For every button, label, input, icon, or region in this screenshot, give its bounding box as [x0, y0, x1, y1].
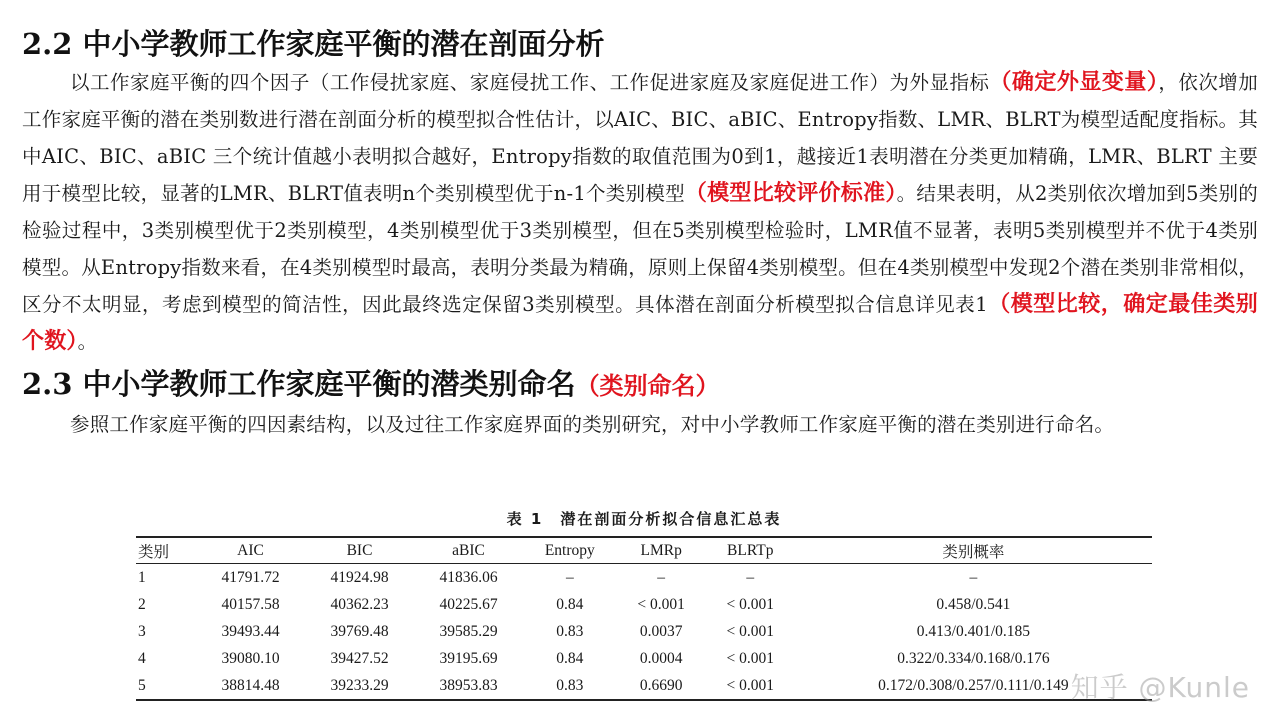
table-row	[136, 645, 1152, 672]
table-cell: 39233.29	[330, 676, 389, 694]
document-page	[22, 24, 1258, 443]
table-row	[136, 672, 1152, 700]
table-cell: < 0.001	[726, 622, 774, 640]
table-cell: 0.322/0.334/0.168/0.176	[897, 649, 1050, 667]
para-text-3: 。结果表明，从2类别依次增加到5类别的检验过程中，3类别模型优于2类别模型，4类别模型优于3类别模型，但在5类别模型检验时，LMR值不显著，表明5类别模型并不优于4类别模型。从Entropy指数来看，在4类别模型时最高，表明分类最为精确，原则上保留4类别模型。但在4类别模型中发现2个潜在类别非常相似，区分不太明显，考虑到模型的简洁性，因此最终选定保留3类别模型。具体潜在剖面分析模型拟合信息详见表1	[22, 182, 1258, 316]
table-cell: 0.6690	[639, 676, 683, 694]
table-cell: 38953.83	[439, 676, 498, 694]
table-cell: 39427.52	[330, 649, 389, 667]
annotation-comparison-criteria: （模型比较评价标准）	[684, 180, 897, 206]
table-cell: 0.0037	[639, 622, 683, 640]
table-cell: –	[565, 568, 574, 586]
col-header-class: 类别	[138, 543, 170, 561]
annotation-class-naming: （类别命名）	[575, 371, 720, 400]
table-cell: 0.0004	[639, 649, 683, 667]
para-text-2: ，依次增加工作家庭平衡的潜在类别数进行潜在剖面分析的模型拟合性估计，以AIC、BIC、aBIC、Entropy指数、LMR、BLRT为模型适配度指标。其中AIC、BIC、aBIC 三个统计值越小表明拟合越好，Entropy指数的取值范围为0到1，越接近1表明潜在分类更加精确，LMR、BLRT 主要用于模型比较，显著的LMR、BLRT值表明n个类别模型优于n-1个类别模型	[22, 71, 1258, 205]
para-text-1: 以工作家庭平衡的四个因子（工作侵扰家庭、家庭侵扰工作、工作促进家庭及家庭促进工作）为外显指标	[70, 71, 990, 94]
section-heading-2-3-text: 2.3 中小学教师工作家庭平衡的潜类别命名	[22, 367, 576, 401]
table-cell: 4	[138, 649, 146, 667]
table-cell: 1	[138, 568, 146, 586]
annotation-manifest-variables: （确定外显变量）	[989, 69, 1159, 95]
section-heading-2-2: 2.2 中小学教师工作家庭平衡的潜在剖面分析	[22, 27, 605, 61]
table-cell: 39493.44	[221, 622, 280, 640]
table-cell: 41791.72	[221, 568, 280, 586]
table-cell: 5	[138, 676, 146, 694]
table-cell: < 0.001	[637, 595, 685, 613]
table-row	[136, 618, 1152, 645]
table-row	[136, 591, 1152, 618]
col-header-class-prob: 类别概率	[942, 543, 1005, 561]
table-caption: 表 1 潜在剖面分析拟合信息汇总表	[506, 510, 782, 528]
table-cell: 39585.29	[439, 622, 498, 640]
col-header-aic: AIC	[237, 541, 264, 559]
section-2-2-paragraph	[22, 64, 1258, 360]
col-header-blrtp: BLRTp	[727, 541, 774, 559]
table-cell: 40225.67	[439, 595, 498, 613]
section-2-3-paragraph: 参照工作家庭平衡的四因素结构，以及过往工作家庭界面的类别研究，对中小学教师工作家庭平衡的潜在类别进行命名。	[70, 413, 1115, 436]
section-heading-2-3	[22, 364, 1258, 406]
table-cell: < 0.001	[726, 595, 774, 613]
table-cell: 39080.10	[221, 649, 280, 667]
table-header-row	[136, 537, 1152, 564]
table-cell: 2	[138, 595, 146, 613]
table-cell: < 0.001	[726, 676, 774, 694]
watermark: 知乎 @Kunle	[1070, 671, 1250, 704]
fit-info-table-block	[136, 508, 1152, 701]
col-header-lmrp: LMRp	[640, 541, 682, 559]
table-cell: 0.84	[556, 649, 584, 667]
table-cell: 0.84	[556, 595, 584, 613]
table-cell: 41924.98	[330, 568, 389, 586]
table-cell: –	[969, 568, 978, 586]
table-row	[136, 564, 1152, 592]
table-cell: 38814.48	[221, 676, 280, 694]
table-cell: 39769.48	[330, 622, 389, 640]
col-header-bic: BIC	[346, 541, 373, 559]
para-text-4: 。	[77, 330, 98, 353]
fit-info-table	[136, 536, 1152, 701]
table-cell: 40157.58	[221, 595, 280, 613]
table-cell: 0.83	[556, 622, 584, 640]
table-cell: 0.413/0.401/0.185	[916, 622, 1031, 640]
table-cell: –	[657, 568, 666, 586]
table-cell: < 0.001	[726, 649, 774, 667]
table-cell: 0.458/0.541	[936, 595, 1011, 613]
annotation-best-class-count: （模型比较，确定最佳类别个数）	[22, 291, 1258, 354]
table-cell: 0.83	[556, 676, 584, 694]
table-cell: 3	[138, 622, 146, 640]
table-cell: 40362.23	[330, 595, 389, 613]
table-cell: 39195.69	[439, 649, 498, 667]
col-header-entropy: Entropy	[544, 541, 595, 559]
table-cell: 0.172/0.308/0.257/0.111/0.149	[878, 676, 1069, 694]
col-header-abic: aBIC	[452, 541, 485, 559]
table-cell: 41836.06	[439, 568, 498, 586]
table-cell: –	[746, 568, 755, 586]
